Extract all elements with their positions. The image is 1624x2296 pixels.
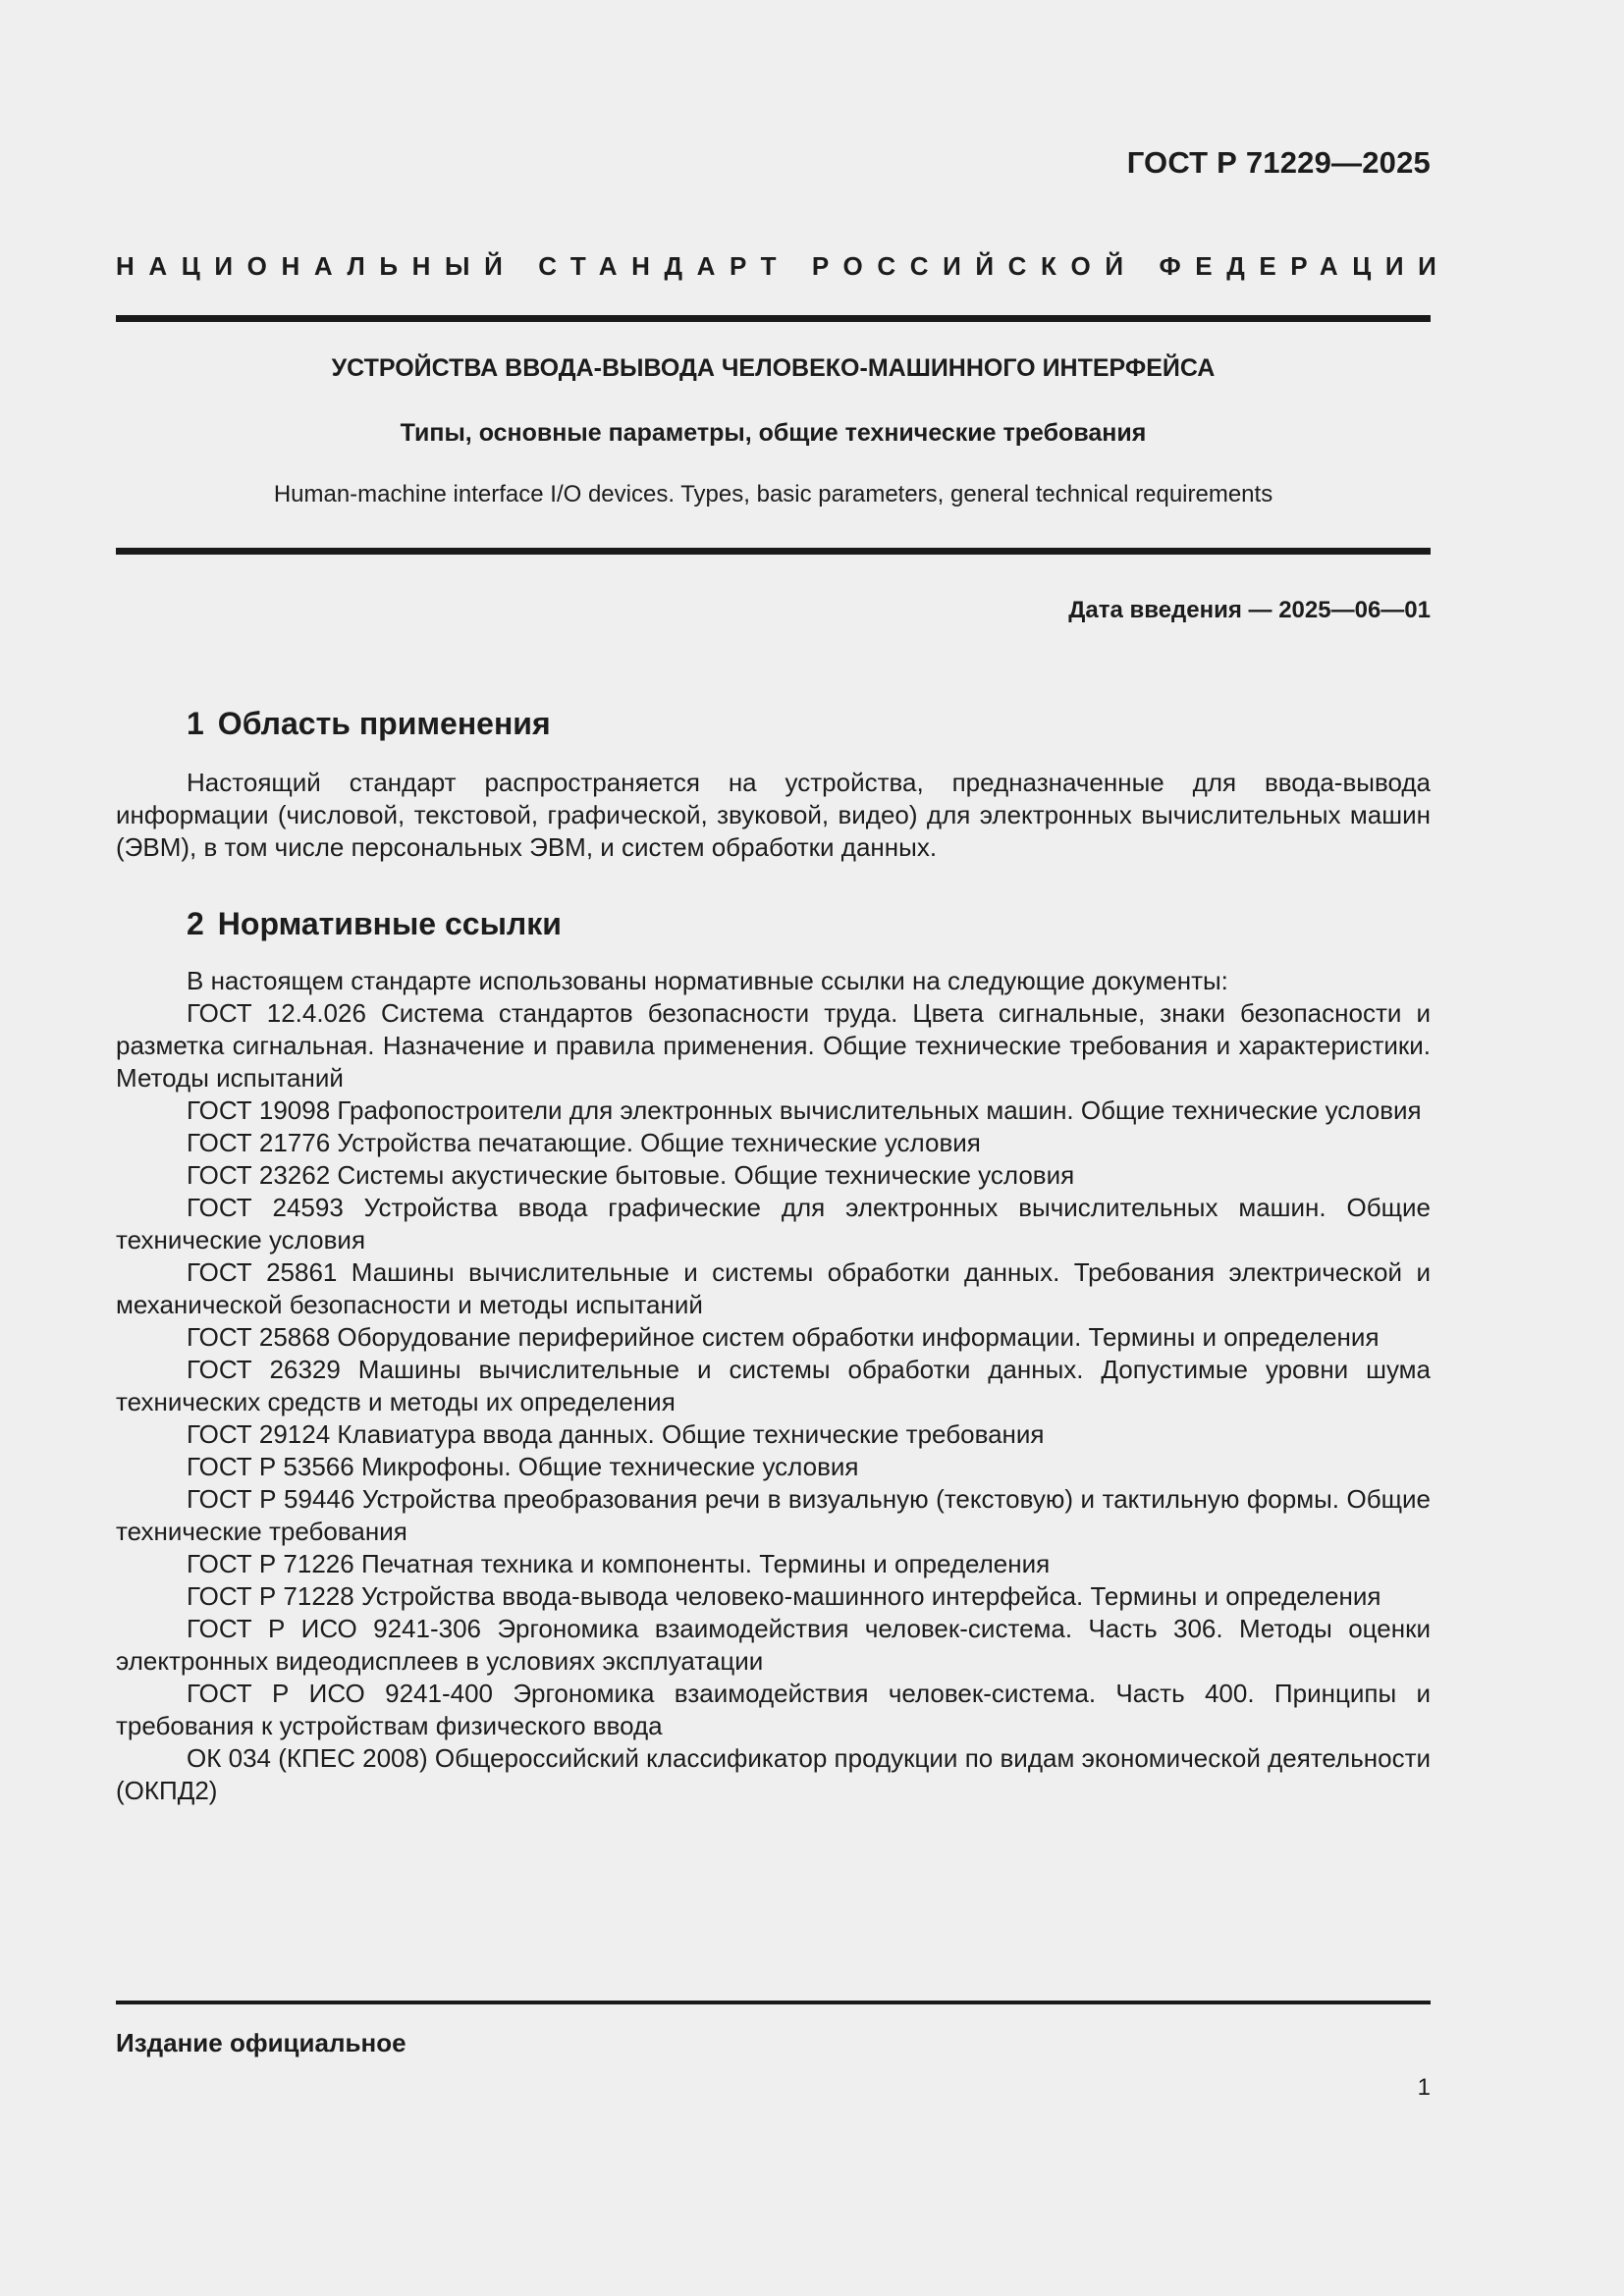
document-title-english: Human-machine interface I/O devices. Types, basic parameters, general technical requirements — [273, 481, 1273, 507]
document-page — [116, 0, 1451, 2296]
title-bottom-rule — [116, 548, 1431, 555]
section-title: Нормативные ссылки — [217, 906, 562, 941]
paragraph: Настоящий стандарт распространяется на устройства, предназначенные для ввода-вывода информации (числовой, текстовой, графической, звуковой, видео) для электронных вычислительных машин (ЭВМ), в том числе персональных ЭВМ, и систем обработки данных. — [116, 768, 1431, 862]
document-number: ГОСТ Р 71229—2025 — [1126, 145, 1431, 180]
reference-item: ГОСТ 25868 Оборудование периферийное систем обработки информации. Термины и определения — [187, 1322, 1380, 1352]
reference-item: ГОСТ Р ИСО 9241-306 Эргономика взаимодействия человек-система. Часть 306. Методы оценки электронных видеодисплеев в условиях эксплуатации — [116, 1614, 1431, 1676]
official-edition-label: Издание официальное — [116, 2028, 406, 2057]
section-number: 2 — [187, 906, 204, 941]
reference-item: ГОСТ 19098 Графопостроители для электронных вычислительных машин. Общие технические условия — [187, 1095, 1422, 1125]
reference-item: ГОСТ 21776 Устройства печатающие. Общие технические условия — [187, 1128, 981, 1157]
document-title: УСТРОЙСТВА ВВОДА-ВЫВОДА ЧЕЛОВЕКО-МАШИННОГО ИНТЕРФЕЙСА — [331, 354, 1216, 382]
reference-item: ГОСТ Р 53566 Микрофоны. Общие технические условия — [187, 1452, 859, 1481]
reference-item: ГОСТ 29124 Клавиатура ввода данных. Общие технические требования — [187, 1419, 1045, 1449]
national-standard-heading: НАЦИОНАЛЬНЫЙ СТАНДАРТ РОССИЙСКОЙ ФЕДЕРАЦИИ — [116, 251, 1451, 281]
reference-item: ГОСТ 24593 Устройства ввода графические для электронных вычислительных машин. Общие технические условия — [116, 1193, 1431, 1255]
introduction-date: Дата введения — 2025—06—01 — [1068, 597, 1431, 623]
page-number: 1 — [1417, 2074, 1431, 2101]
reference-item: ГОСТ Р 71226 Печатная техника и компоненты. Термины и определения — [187, 1549, 1051, 1578]
reference-item: ГОСТ 25861 Машины вычислительные и системы обработки данных. Требования электрической и механической безопасности и методы испытаний — [116, 1257, 1431, 1319]
reference-item: ГОСТ 12.4.026 Система стандартов безопасности труда. Цвета сигнальные, знаки безопасности и разметка сигнальная. Назначение и правила применения. Общие технические требования и характеристики. Методы испытаний — [116, 998, 1431, 1093]
paragraph: В настоящем стандарте использованы нормативные ссылки на следующие документы: — [187, 966, 1228, 995]
reference-item: ОК 034 (КПЕС 2008) Общероссийский классификатор продукции по видам экономической деятельности (ОКПД2) — [116, 1743, 1431, 1805]
reference-item: ГОСТ 26329 Машины вычислительные и системы обработки данных. Допустимые уровни шума технических средств и методы их определения — [116, 1355, 1431, 1416]
reference-item: ГОСТ 23262 Системы акустические бытовые. Общие технические условия — [187, 1160, 1075, 1190]
reference-item: ГОСТ Р ИСО 9241-400 Эргономика взаимодействия человек-система. Часть 400. Принципы и требования к устройствам физического ввода — [116, 1679, 1431, 1740]
reference-item: ГОСТ Р 59446 Устройства преобразования речи в визуальную (текстовую) и тактильную формы. Общие технические требования — [116, 1484, 1431, 1546]
top-rule — [116, 315, 1431, 322]
section-title: Область применения — [217, 706, 551, 741]
section-heading-scope — [187, 706, 551, 742]
section-heading-references — [187, 906, 562, 942]
reference-item: ГОСТ Р 71228 Устройства ввода-вывода человеко-машинного интерфейса. Термины и определения — [187, 1581, 1381, 1611]
section-body-references — [116, 965, 1431, 1807]
document-subtitle: Типы, основные параметры, общие технические требования — [400, 419, 1147, 447]
section-body-scope — [116, 767, 1431, 864]
section-number: 1 — [187, 706, 204, 741]
footer-rule — [116, 2001, 1431, 2004]
